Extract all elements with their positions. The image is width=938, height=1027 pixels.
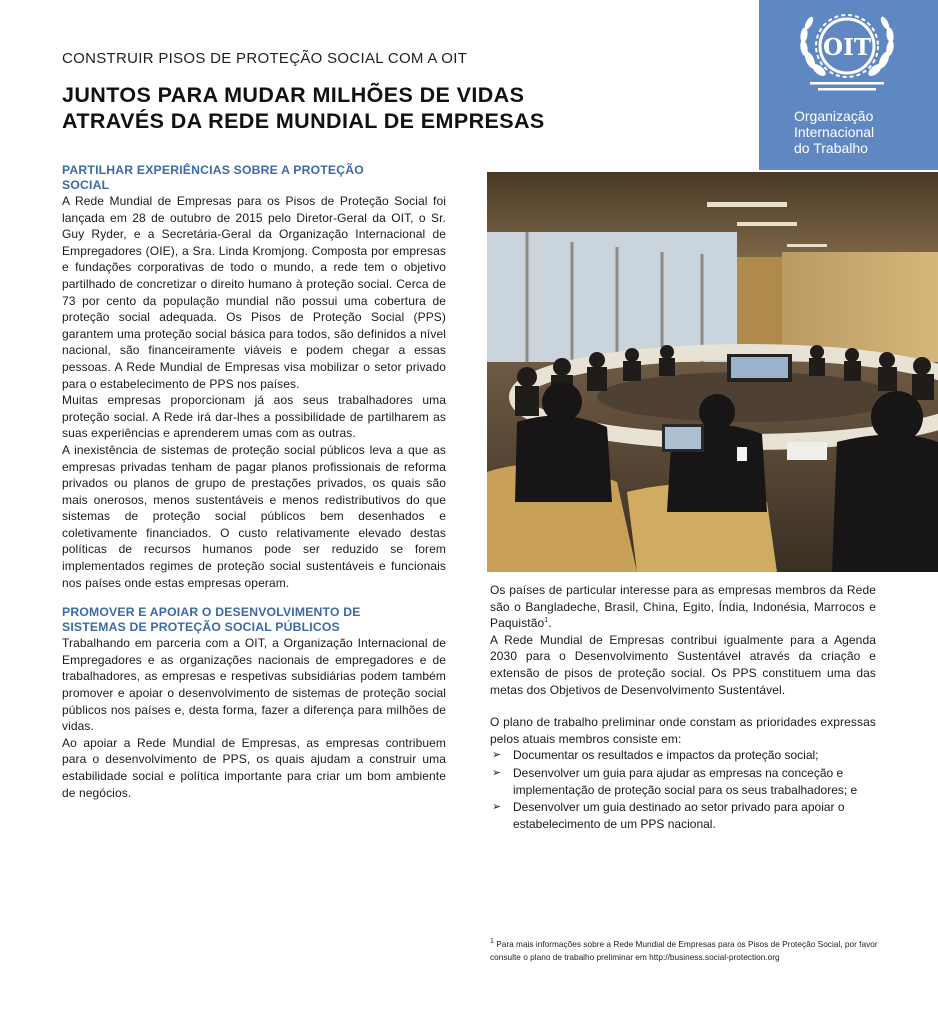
- list-item: [490, 799, 876, 832]
- footnote-reference: 1: [544, 617, 549, 625]
- headline: [62, 82, 682, 134]
- ilo-emblem-icon: [792, 8, 902, 98]
- paragraph: Trabalhando em parceria com a OIT, a Organização Internacional de Empregadores e as organizações nacionais de empregadores e de trabalhadores, as empresas e respetivas subsidiárias podem também promover e apoiar o desenvolvimento de sistemas de proteção social públicos nos países e, desta forma, fazer a diferença para milhões de vidas.: [62, 636, 446, 734]
- paragraph-text: Os países de particular interesse para as empresas membros da Rede são o Bangladeche, Brasil, China, Egito, Índia, Indonésia, Marrocos e Paquistão: [490, 583, 876, 631]
- paragraph: O plano de trabalho preliminar onde constam as prioridades expressas pelos atuais membros consiste em:: [490, 715, 876, 746]
- conference-photo: [487, 172, 938, 572]
- paragraph: [490, 582, 876, 632]
- right-column: [490, 582, 876, 833]
- section-title-line: SOCIAL: [62, 178, 110, 192]
- section-title-line: PARTILHAR EXPERIÊNCIAS SOBRE A PROTEÇÃO: [62, 163, 364, 177]
- list-item-text: Desenvolver um guia destinado ao setor privado para apoiar o estabelecimento de um PPS nacional.: [513, 800, 845, 831]
- headline-line-2: ATRAVÉS DA REDE MUNDIAL DE EMPRESAS: [62, 109, 545, 133]
- list-item: [490, 765, 876, 798]
- paragraph: A Rede Mundial de Empresas para os Pisos de Proteção Social foi lançada em 28 de outubro de 2015 pelo Diretor-Geral da OIT, o Sr. Guy Ryder, e a Secretária-Geral da Organização Internacional de Empregadores (OIE), a Sra. Linda Kromjong. Composta por empresas e fundações corporativas de todo o mundo, a rede tem o objetivo partilhado de concretizar o direito humano à proteção social. Cerca de 73 por cento da população mundial não possui uma cobertura de proteção social adequada. Os Pisos de Proteção Social (PPS) garantem uma proteção social básica para todos, são definidos a nível nacional, são financeiramente viáveis e podem chegar a essas pessoas. A Rede Mundial de Empresas visa mobilizar o setor privado para o estabelecimento de PPS nos países.: [62, 194, 446, 391]
- footnote-mark: 1: [490, 938, 494, 946]
- paragraph: A Rede Mundial de Empresas contribui igualmente para a Agenda 2030 para o Desenvolvimento Sustentável através da criação e extensão de pisos de proteção social. Os PPS constituem uma das metas dos Objetivos de Desenvolvimento Sustentável.: [490, 632, 876, 697]
- org-name-line-1: Organização: [794, 108, 874, 124]
- conference-room-image: [487, 172, 938, 572]
- footnote-text: Para mais informações sobre a Rede Mundial de Empresas para os Pisos de Proteção Social, por favor consulte o plano de trabalho preliminar em http://business.social-protection.org: [490, 939, 878, 962]
- arrow-bullet-icon: ➢: [492, 801, 502, 814]
- paragraph: Muitas empresas proporcionam já aos seus trabalhadores uma proteção social. A Rede irá dar-lhes a possibilidade de partilharem as suas experiências e aprenderem umas com as outras.: [62, 393, 446, 441]
- headline-line-1: JUNTOS PARA MUDAR MILHÕES DE VIDAS: [62, 83, 525, 107]
- ilo-logo-block: [759, 0, 938, 170]
- kicker-title: CONSTRUIR PISOS DE PROTEÇÃO SOCIAL COM A OIT: [62, 50, 468, 67]
- list-item-text: Desenvolver um guia para ajudar as empresas na conceção e implementação de proteção social para os seus trabalhadores; e: [513, 765, 858, 797]
- section-title-experiences: [62, 163, 446, 193]
- arrow-bullet-icon: ➢: [492, 766, 502, 779]
- list-item-text: Documentar os resultados e impactos da proteção social;: [513, 748, 819, 763]
- section-title-line: PROMOVER E APOIAR O DESENVOLVIMENTO DE: [62, 605, 361, 620]
- list-item: [490, 747, 876, 764]
- section-title-promote: [62, 605, 446, 635]
- left-column: [62, 163, 446, 801]
- paragraph: A inexistência de sistemas de proteção social públicos leva a que as empresas privadas tenham de pagar planos profissionais de reforma privados ou planos de grupo de prestações privados, os quais são mais onerosos, menos sustentáveis e menos redistributivos do que sistemas de proteção social públicos bem desenhados e coletivamente financiados. O custo relativamente elevado destas políticas de recursos humanos pode ser reduzido se forem implementados regimes de proteção social sustentáveis e funcionais nos países onde estas empresas operam.: [62, 442, 446, 590]
- org-name: [794, 108, 934, 156]
- org-name-line-2: Internacional: [794, 124, 875, 140]
- arrow-bullet-icon: ➢: [492, 749, 502, 762]
- paragraph-text-end: .: [548, 616, 552, 631]
- logo-mark-text: OIT: [823, 34, 871, 61]
- org-name-line-3: do Trabalho: [794, 140, 868, 156]
- paragraph: Ao apoiar a Rede Mundial de Empresas, as empresas contribuem para o desenvolvimento de PPS, os quais ajudam a construir uma estabilidade social e política importante para criar um bom ambiente de negócios.: [62, 735, 446, 800]
- bullet-list: [490, 747, 876, 832]
- footnote: [490, 938, 885, 964]
- section-title-line: SISTEMAS DE PROTEÇÃO SOCIAL PÚBLICOS: [62, 620, 340, 635]
